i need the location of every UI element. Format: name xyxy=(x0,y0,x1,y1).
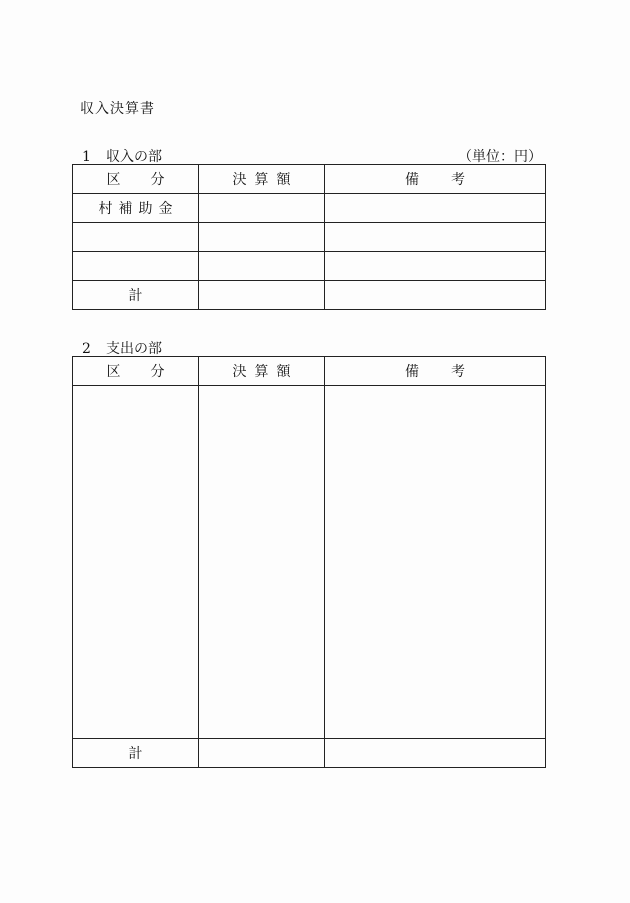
income-section-title: 収入の部 xyxy=(106,149,162,165)
income-total-note[interactable] xyxy=(325,281,546,310)
table-row xyxy=(73,194,546,223)
expense-header-row xyxy=(73,357,546,386)
income-header-amount: 決算額 xyxy=(199,165,325,194)
expense-table xyxy=(72,356,546,768)
expense-total-label: 計 xyxy=(73,739,199,768)
income-row-note[interactable] xyxy=(325,252,546,281)
income-header-note: 備考 xyxy=(325,165,546,194)
expense-header-category: 区分 xyxy=(73,357,199,386)
income-header-category: 区分 xyxy=(73,165,199,194)
document-title: 収入決算書 xyxy=(80,101,155,117)
unit-label: （単位：円） xyxy=(458,149,542,165)
income-row-category: 村補助金 xyxy=(73,194,199,223)
income-row-note[interactable] xyxy=(325,223,546,252)
table-row xyxy=(73,252,546,281)
expense-header-amount: 決算額 xyxy=(199,357,325,386)
expense-body-amount[interactable] xyxy=(199,386,325,739)
expense-total-amount[interactable] xyxy=(199,739,325,768)
income-total-row xyxy=(73,281,546,310)
income-row-category[interactable] xyxy=(73,223,199,252)
income-total-label: 計 xyxy=(73,281,199,310)
income-section-heading xyxy=(82,146,162,166)
expense-body-note[interactable] xyxy=(325,386,546,739)
income-row-category[interactable] xyxy=(73,252,199,281)
income-row-amount[interactable] xyxy=(199,252,325,281)
expense-body-category[interactable] xyxy=(73,386,199,739)
expense-total-note[interactable] xyxy=(325,739,546,768)
income-header-row xyxy=(73,165,546,194)
expense-total-row xyxy=(73,739,546,768)
expense-section-title: 支出の部 xyxy=(106,341,162,357)
expense-body-row xyxy=(73,386,546,739)
income-total-amount[interactable] xyxy=(199,281,325,310)
expense-section-number: 2 xyxy=(82,341,91,357)
income-row-amount[interactable] xyxy=(199,223,325,252)
expense-section-heading xyxy=(82,338,162,358)
income-row-amount[interactable] xyxy=(199,194,325,223)
table-row xyxy=(73,223,546,252)
income-row-note[interactable] xyxy=(325,194,546,223)
income-table xyxy=(72,164,546,310)
expense-header-note: 備考 xyxy=(325,357,546,386)
income-section-number: 1 xyxy=(82,149,91,165)
